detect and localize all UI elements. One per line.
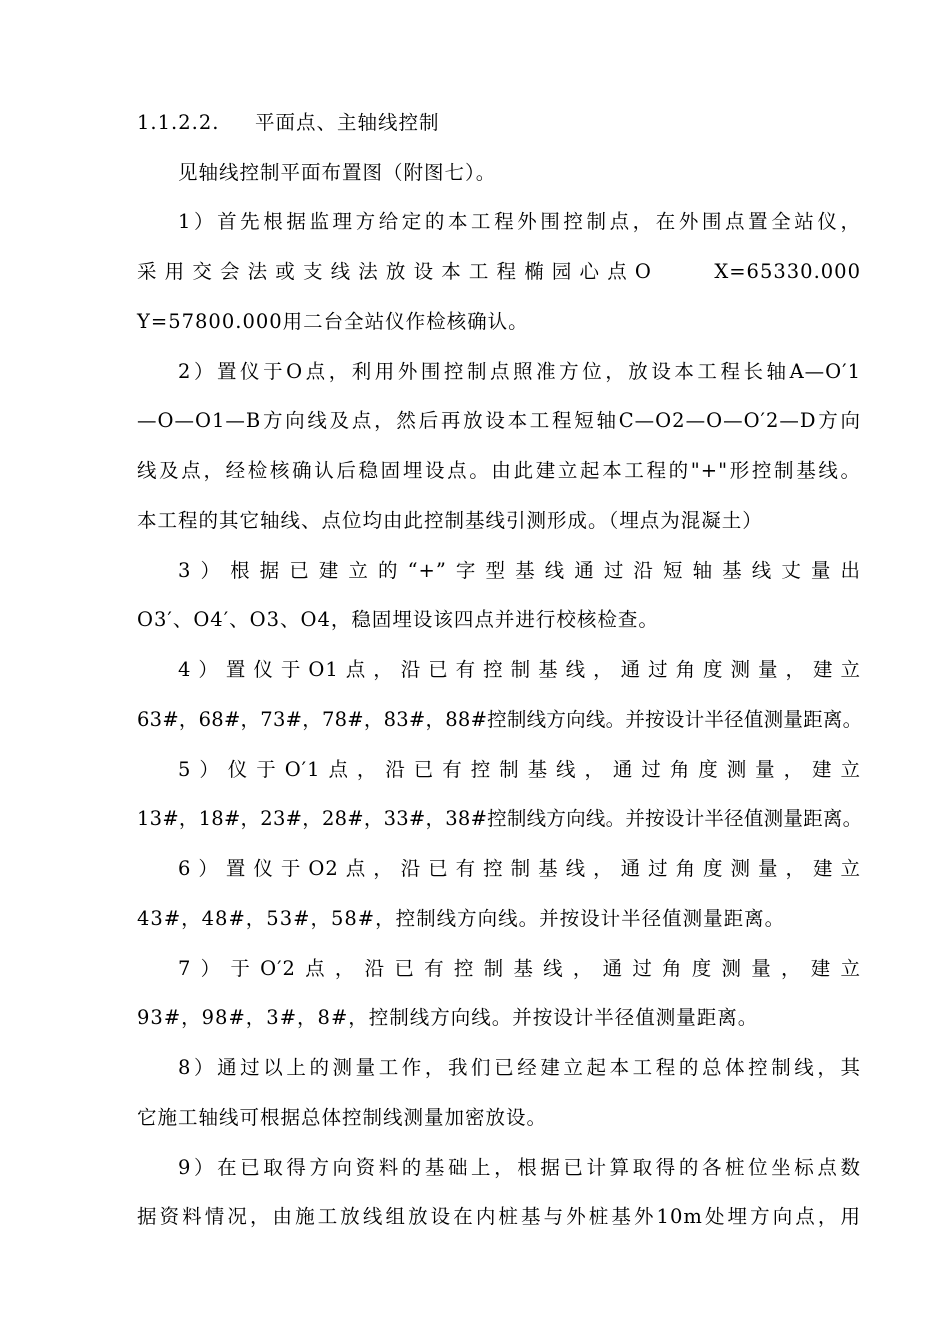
section-heading (137, 108, 861, 138)
section-title: 平面点、主轴线控制 (255, 111, 440, 134)
text-line-item3-b: O3′、O4′、O3、O4，稳固埋设该四点并进行校核检查。 (137, 608, 659, 631)
text-line-item2-b: —O—O1—B方向线及点，然后再放设本工程短轴C—O2—O—O′2—D方向 (137, 409, 861, 432)
text-line-item3-a: 3）根据已建立的“+”字型基线通过沿短轴基线丈量出 (178, 559, 861, 582)
text-line-item4-b: 63#，68#，73#，78#，83#，88#控制线方向线。并按设计半径值测量距离。 (137, 708, 863, 731)
text-line-item1-c: Y=57800.000用二台全站仪作检核确认。 (137, 310, 529, 333)
text-line-item7-b: 93#，98#，3#，8#，控制线方向线。并按设计半径值测量距离。 (137, 1006, 759, 1029)
text-line-item6-a: 6）置仪于O2点，沿已有控制基线，通过角度测量，建立 (178, 857, 861, 880)
text-line-item8-b: 它施工轴线可根据总体控制线测量加密放设。 (137, 1106, 548, 1129)
text-line-item5-a: 5）仪于O′1点，沿已有控制基线，通过角度测量，建立 (178, 758, 861, 781)
text-line-item5-b: 13#，18#，23#，28#，33#，38#控制线方向线。并按设计半径值测量距离。 (137, 807, 863, 830)
text-line-item8-a: 8）通过以上的测量工作，我们已经建立起本工程的总体控制线，其 (178, 1056, 861, 1079)
text-line-item9-a: 9）在已取得方向资料的基础上，根据已计算取得的各桩位坐标点数 (178, 1156, 861, 1179)
text-line-item2-d: 本工程的其它轴线、点位均由此控制基线引测形成。（埋点为混凝土） (137, 509, 763, 532)
text-line-item9-b: 据资料情况，由施工放线组放设在内桩基与外桩基外10m处埋方向点，用 (137, 1205, 861, 1228)
text-line-item7-a: 7）于O′2点，沿已有控制基线，通过角度测量，建立 (178, 957, 861, 980)
text-line-item2-c: 线及点，经检核确认后稳固埋设点。由此建立起本工程的"+"形控制基线。 (137, 459, 861, 482)
paragraph-intro: 见轴线控制平面布置图（附图七）。 (178, 161, 497, 184)
text-line-item1-a: 1）首先根据监理方给定的本工程外围控制点，在外围点置全站仪， (178, 210, 861, 233)
text-line-item1-b: 采用交会法或支线法放设本工程椭园心点O X=65330.000 (137, 260, 861, 283)
text-line-item2-a: 2）置仪于O点，利用外围控制点照准方位，放设本工程长轴A—O′1 (178, 360, 861, 383)
text-line-item6-b: 43#，48#，53#，58#，控制线方向线。并按设计半径值测量距离。 (137, 907, 786, 930)
section-number: 1.1.2.2. (137, 111, 220, 134)
text-line-item4-a: 4）置仪于O1点，沿已有控制基线，通过角度测量，建立 (178, 658, 861, 681)
